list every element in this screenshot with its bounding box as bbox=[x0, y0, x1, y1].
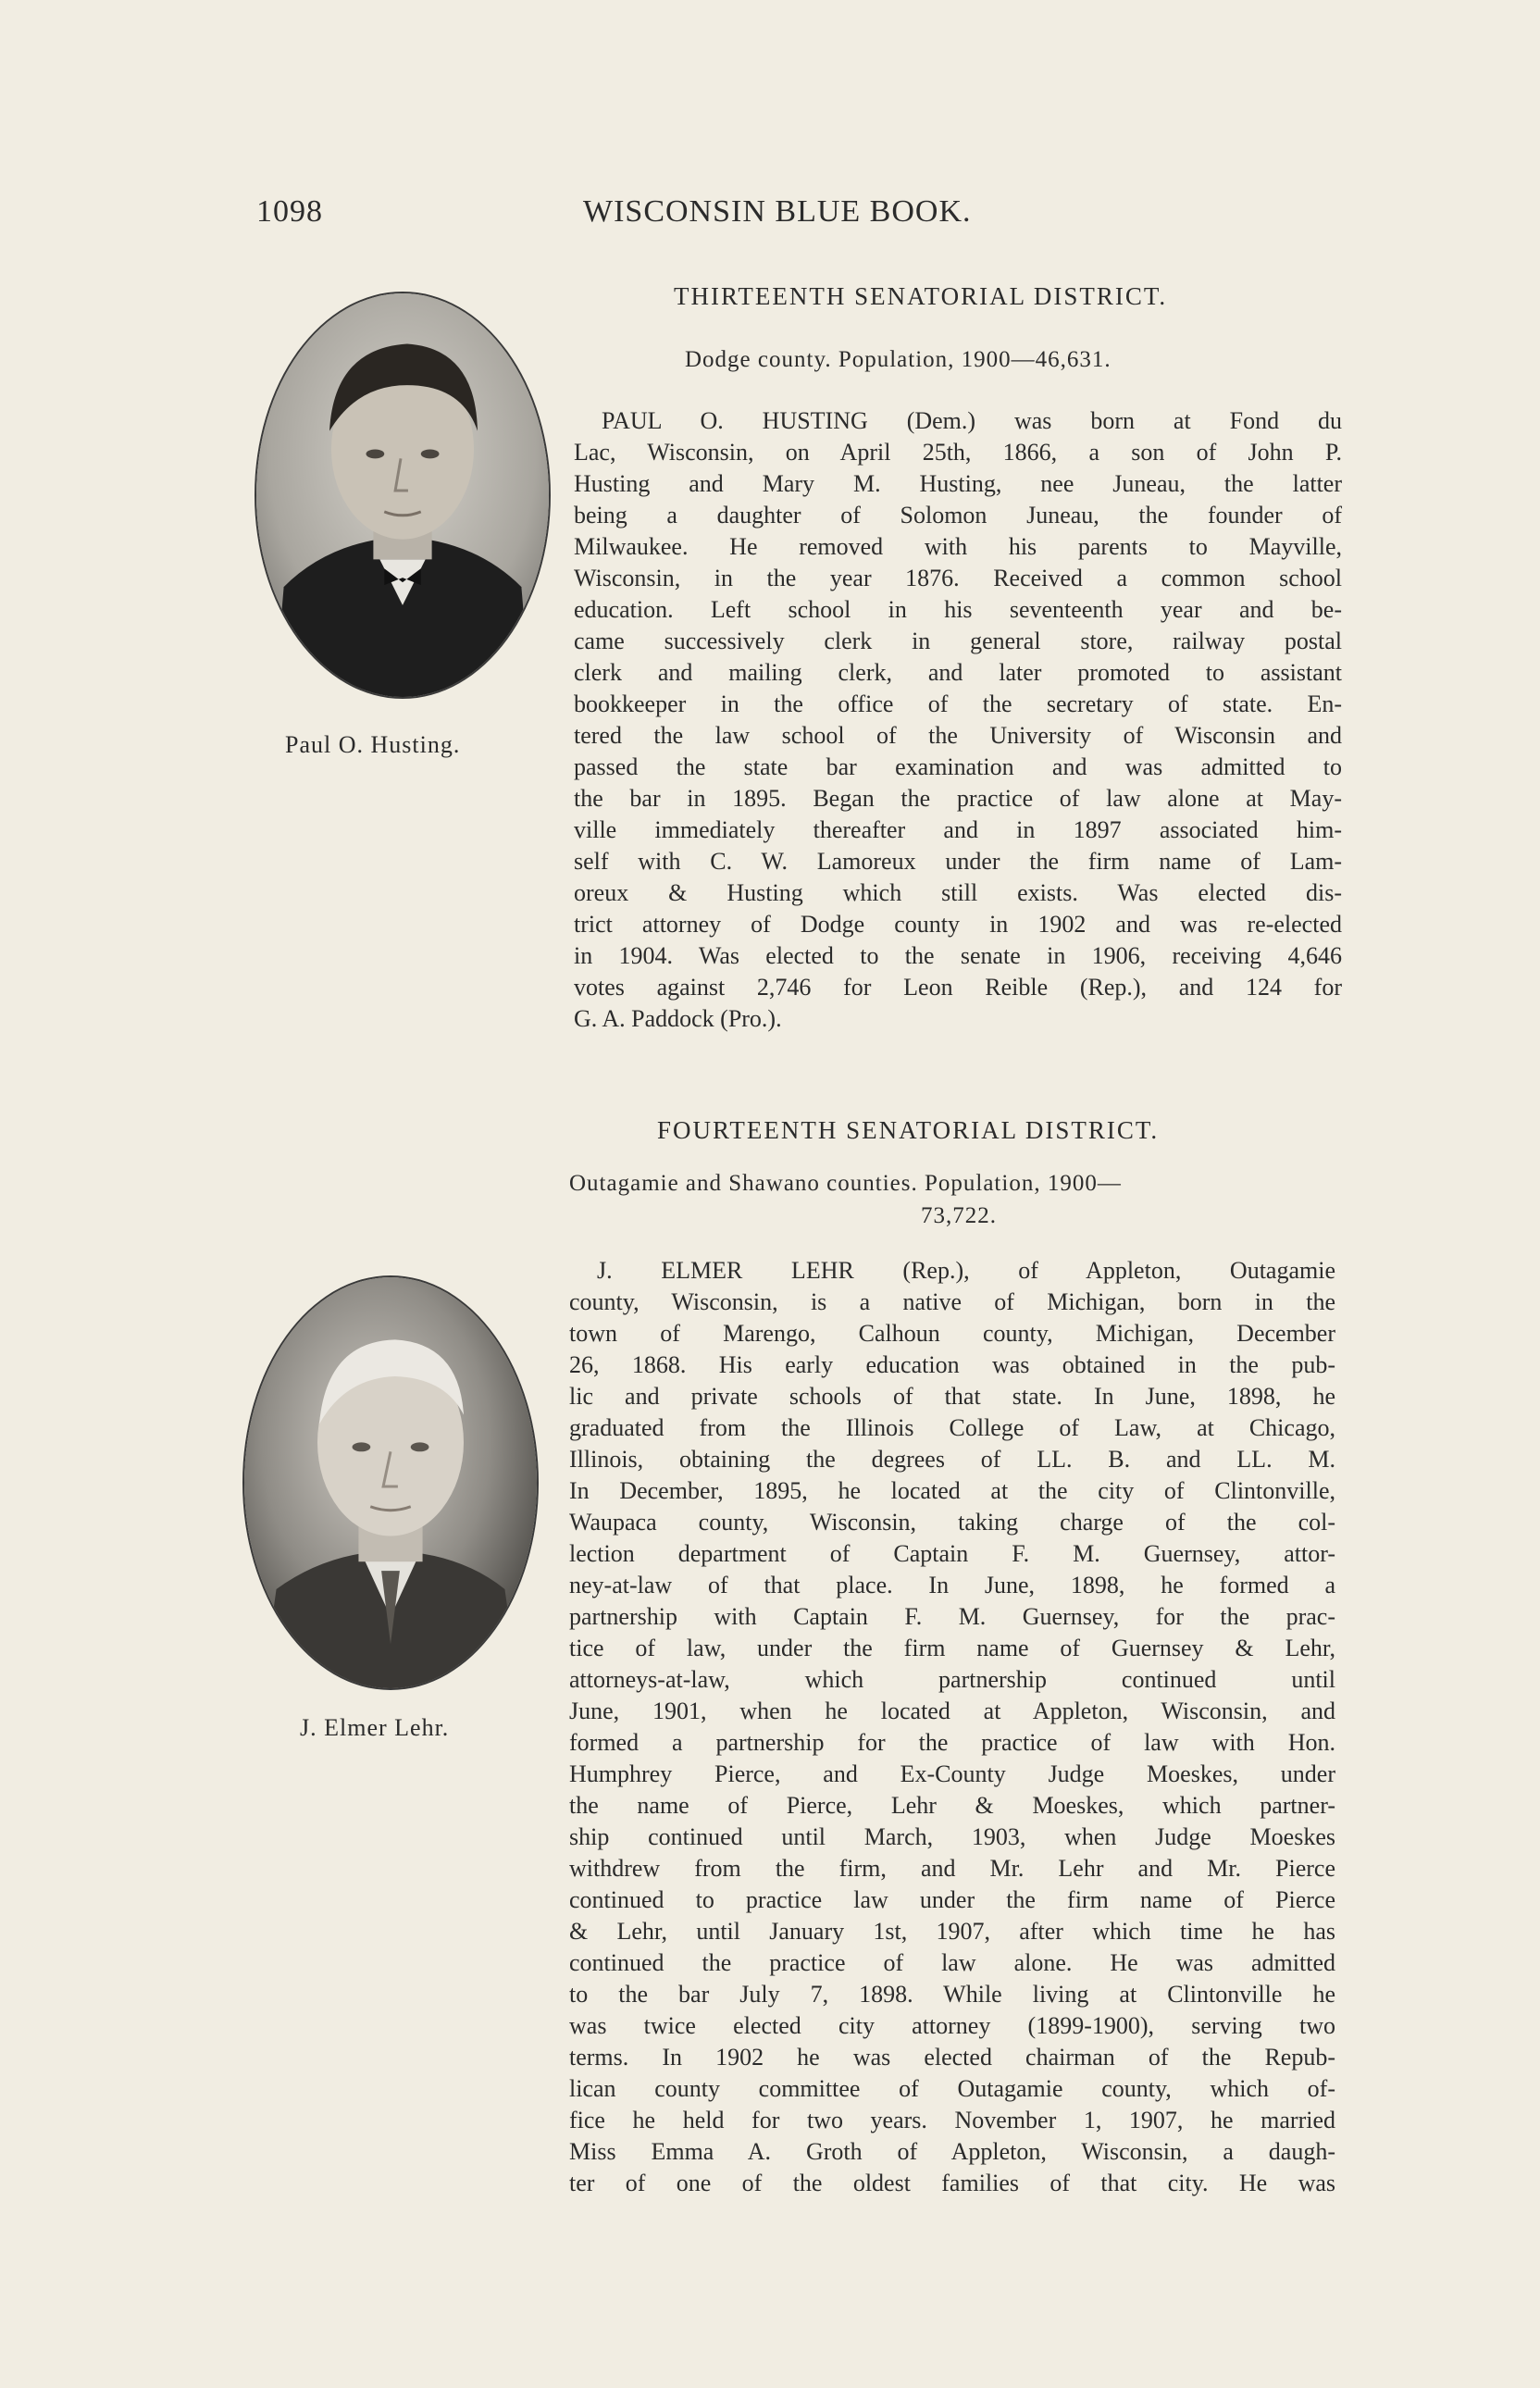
bio-line: clerk and mailing clerk, and later promoted to assistant bbox=[574, 659, 1342, 686]
bio-line: passed the state bar examination and was admitted to bbox=[574, 753, 1342, 780]
bio-line: was twice elected city attorney (1899-1900), serving two bbox=[569, 2012, 1335, 2039]
bio-line: ney-at-law of that place. In June, 1898, he formed a bbox=[569, 1572, 1335, 1598]
bio-line: Lac, Wisconsin, on April 25th, 1866, a son of John P. bbox=[574, 439, 1342, 466]
bio-line: In December, 1895, he located at the city of Clintonville, bbox=[569, 1477, 1335, 1504]
bio-line: continued to practice law under the firm name of Pierce bbox=[569, 1886, 1335, 1913]
bio-line: being a daughter of Solomon Juneau, the founder of bbox=[574, 502, 1342, 529]
district-line: Outagamie and Shawano counties. Population, 1900— bbox=[569, 1171, 1122, 1196]
bio-line: formed a partnership for the practice of law with Hon. bbox=[569, 1729, 1335, 1756]
bio-line: graduated from the Illinois College of Law, at Chicago, bbox=[569, 1414, 1335, 1441]
bio-line: Humphrey Pierce, and Ex-County Judge Moeskes, under bbox=[569, 1760, 1335, 1787]
bio-line: self with C. W. Lamoreux under the firm name of Lam- bbox=[574, 848, 1342, 875]
portrait-photo-j-elmer-lehr bbox=[242, 1275, 539, 1690]
bio-line: continued the practice of law alone. He was admitted bbox=[569, 1949, 1335, 1976]
bio-line: fice he held for two years. November 1, 1907, he married bbox=[569, 2107, 1335, 2133]
section-heading-fourteenth: FOURTEENTH SENATORIAL DISTRICT. bbox=[657, 1116, 1160, 1144]
bio-line: county, Wisconsin, is a native of Michigan, born in the bbox=[569, 1288, 1335, 1315]
page-number: 1098 bbox=[256, 194, 323, 229]
bio-line: tered the law school of the University of Wisconsin and bbox=[574, 722, 1342, 749]
bio-line: trict attorney of Dodge county in 1902 and was re-elected bbox=[574, 911, 1342, 938]
bio-line: J. ELMER LEHR (Rep.), of Appleton, Outagamie bbox=[597, 1257, 1335, 1284]
bio-line: Milwaukee. He removed with his parents to Mayville, bbox=[574, 533, 1342, 560]
bio-line: June, 1901, when he located at Appleton, Wisconsin, and bbox=[569, 1698, 1335, 1724]
bio-line: attorneys-at-law, which partnership continued until bbox=[569, 1666, 1335, 1693]
bio-line: oreux & Husting which still exists. Was elected dis- bbox=[574, 879, 1342, 906]
bio-line: votes against 2,746 for Leon Reible (Rep.), and 124 for bbox=[574, 974, 1342, 1001]
portrait-photo-icon bbox=[256, 293, 549, 697]
bio-line: PAUL O. HUSTING (Dem.) was born at Fond du bbox=[602, 407, 1342, 434]
bio-line: bookkeeper in the office of the secretary of state. En- bbox=[574, 690, 1342, 717]
portrait-photo-paul-o-husting bbox=[255, 292, 551, 699]
bio-line: lican county committee of Outagamie county, which of- bbox=[569, 2075, 1335, 2102]
bio-line: & Lehr, until January 1st, 1907, after which time he has bbox=[569, 1918, 1335, 1945]
portrait-photo-icon bbox=[244, 1277, 537, 1688]
bio-line: Miss Emma A. Groth of Appleton, Wisconsin, a daugh- bbox=[569, 2138, 1335, 2165]
bio-line: lection department of Captain F. M. Guernsey, attor- bbox=[569, 1540, 1335, 1567]
bio-line: Wisconsin, in the year 1876. Received a common school bbox=[574, 565, 1342, 591]
bio-line: ter of one of the oldest families of that city. He was bbox=[569, 2170, 1335, 2196]
bio-line: town of Marengo, Calhoun county, Michigan, December bbox=[569, 1320, 1335, 1347]
portrait-caption: J. Elmer Lehr. bbox=[300, 1714, 450, 1741]
bio-line: to the bar July 7, 1898. While living at Clintonville he bbox=[569, 1981, 1335, 2008]
bio-line: ville immediately thereafter and in 1897 associated him- bbox=[574, 816, 1342, 843]
bio-line: partnership with Captain F. M. Guernsey, for the prac- bbox=[569, 1603, 1335, 1630]
bio-line: withdrew from the firm, and Mr. Lehr and Mr. Pierce bbox=[569, 1855, 1335, 1882]
bio-line: Waupaca county, Wisconsin, taking charge of the col- bbox=[569, 1509, 1335, 1536]
bio-line: terms. In 1902 he was elected chairman of the Repub- bbox=[569, 2044, 1335, 2071]
bio-line: Husting and Mary M. Husting, nee Juneau, the latter bbox=[574, 470, 1342, 497]
running-head: WISCONSIN BLUE BOOK. bbox=[583, 194, 972, 229]
bio-line: Illinois, obtaining the degrees of LL. B. and LL. M. bbox=[569, 1446, 1335, 1473]
district-line: 73,722. bbox=[921, 1203, 997, 1228]
bio-line: came successively clerk in general store, railway postal bbox=[574, 628, 1342, 654]
bio-line: G. A. Paddock (Pro.). bbox=[574, 1005, 782, 1032]
bio-line: in 1904. Was elected to the senate in 1906, receiving 4,646 bbox=[574, 942, 1342, 969]
district-line: Dodge county. Population, 1900—46,631. bbox=[685, 347, 1112, 372]
bio-line: the bar in 1895. Began the practice of law alone at May- bbox=[574, 785, 1342, 812]
bio-line: education. Left school in his seventeenth year and be- bbox=[574, 596, 1342, 623]
section-heading-thirteenth: THIRTEENTH SENATORIAL DISTRICT. bbox=[674, 282, 1168, 310]
portrait-caption: Paul O. Husting. bbox=[285, 731, 461, 758]
bio-line: the name of Pierce, Lehr & Moeskes, which partner- bbox=[569, 1792, 1335, 1819]
bio-line: tice of law, under the firm name of Guernsey & Lehr, bbox=[569, 1635, 1335, 1661]
bio-line: ship continued until March, 1903, when Judge Moeskes bbox=[569, 1823, 1335, 1850]
bio-line: lic and private schools of that state. In June, 1898, he bbox=[569, 1383, 1335, 1410]
bio-line: 26, 1868. His early education was obtained in the pub- bbox=[569, 1351, 1335, 1378]
